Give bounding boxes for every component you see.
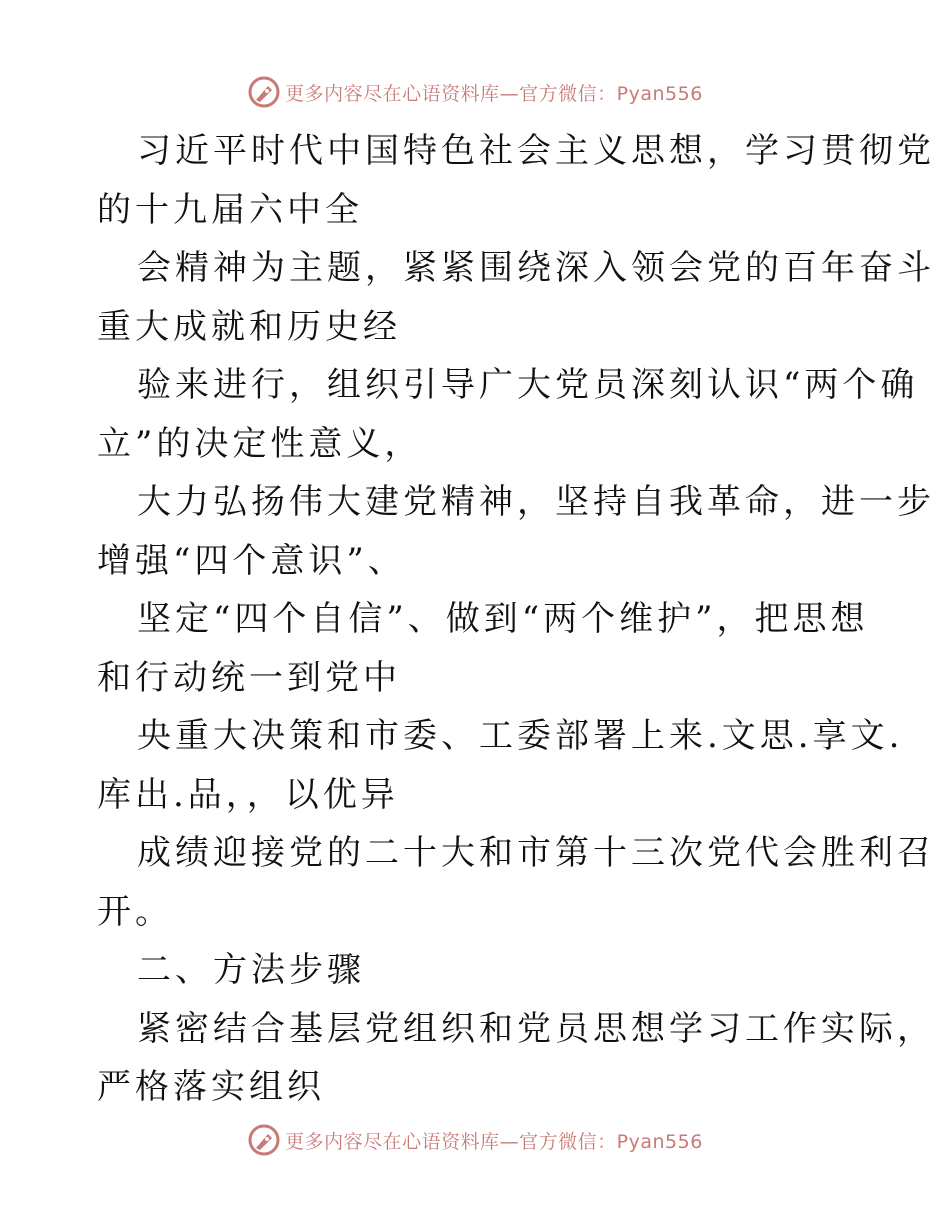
text-line: 开。: [97, 891, 173, 932]
text-line: 紧密结合基层党组织和党员思想学习工作实际，: [137, 1008, 935, 1049]
text-line: 验来进行，组织引导广大党员深刻认识“两个确: [137, 365, 919, 405]
text-line: 大力弘扬伟大建党精神，坚持自我革命，进一步: [137, 482, 935, 522]
header-watermark-text: 更多内容尽在心语资料库—官方微信：Pyan556: [285, 82, 703, 105]
header-watermark: [0, 72, 950, 112]
text-line: 习近平时代中国特色社会主义思想，学习贯彻党: [137, 131, 935, 171]
text-line: 的十九届六中全: [97, 189, 363, 230]
pen-nib-logo-icon: [247, 75, 281, 109]
text-line: 重大成就和历史经: [97, 306, 401, 347]
text-line: 会精神为主题，紧紧围绕深入领会党的百年奋斗: [137, 248, 935, 288]
text-line: 和行动统一到党中: [97, 657, 401, 698]
document-body: [97, 122, 935, 1117]
footer-watermark: [0, 1120, 950, 1160]
text-line: 库出.品，，以优异: [97, 774, 399, 815]
text-line: 增强“四个意识”、: [97, 540, 406, 581]
text-line: 立”的决定性意义，: [97, 423, 423, 464]
text-line: 成绩迎接党的二十大和市第十三次党代会胜利召: [137, 833, 935, 873]
text-line: 坚定“四个自信”、做到“两个维护”，把思想: [137, 599, 869, 639]
text-line: 二、方法步骤: [137, 950, 365, 990]
text-line: 央重大决策和市委、工委部署上来.文思.享文.: [137, 716, 904, 756]
pen-nib-logo-icon: [247, 1123, 281, 1157]
footer-watermark-text: 更多内容尽在心语资料库—官方微信：Pyan556: [285, 1130, 703, 1153]
text-line: 严格落实组织: [97, 1067, 325, 1107]
